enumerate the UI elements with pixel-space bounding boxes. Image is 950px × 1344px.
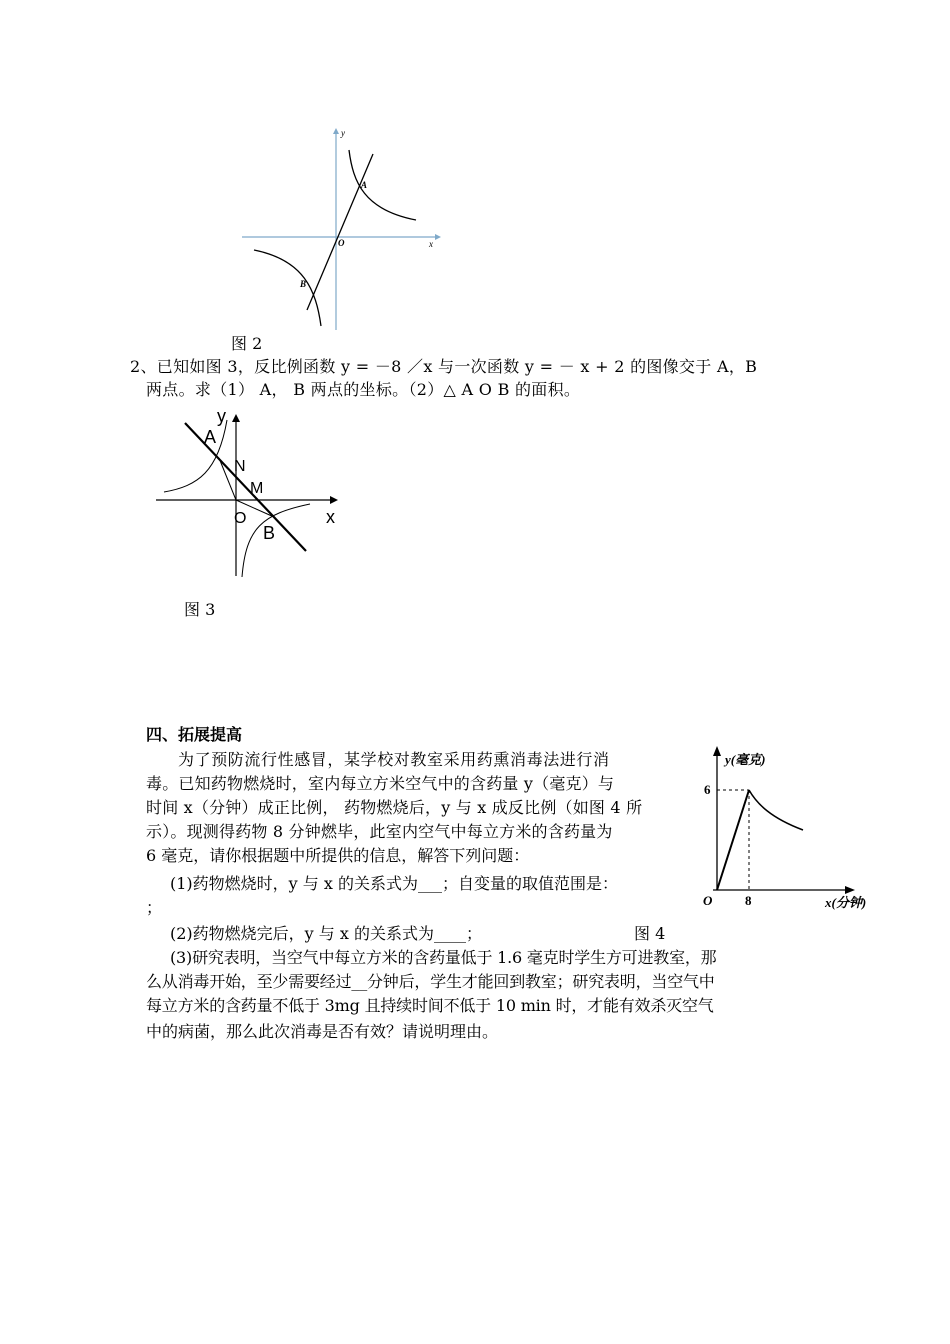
fig3-label-o: O xyxy=(234,510,247,527)
figure-3 xyxy=(150,400,350,585)
fig2-label-b: B xyxy=(300,279,307,289)
fig2-label-origin: O xyxy=(338,238,345,248)
fig3-caption: 图 3 xyxy=(184,600,216,619)
fig4-caption: 图 4 xyxy=(634,924,666,943)
fig3-x-arrow xyxy=(330,496,338,504)
fig4-rising-line xyxy=(717,790,749,890)
fig2-label-y: y xyxy=(341,128,345,138)
fig4-label-y: y(毫克) xyxy=(725,752,766,767)
section4-line-8: (2)药物燃烧完后，y 与 x 的关系式为____； xyxy=(170,924,482,943)
fig4-label-six: 6 xyxy=(704,782,711,797)
section4-line-5: 6 毫克，请你根据题中所提供的信息，解答下列问题： xyxy=(146,846,530,865)
fig4-x-arrow xyxy=(845,886,855,894)
section4-line-9: (3)研究表明，当空气中每立方米的含药量低于 1.6 毫克时学生方可进教室，那 xyxy=(170,948,717,967)
section4-line-12: 中的病菌，那么此次消毒是否有效？请说明理由。 xyxy=(146,1022,499,1041)
section4-line-6: (1)药物燃烧时，y 与 x 的关系式为___；自变量的取值范围是： xyxy=(170,874,618,893)
section4-line-10: 么从消毒开始，至少需要经过__分钟后，学生才能回到教室；研究表明，当空气中 xyxy=(146,972,715,991)
fig3-label-b: B xyxy=(263,523,276,543)
fig3-label-a: A xyxy=(204,427,217,447)
section4-line-7: ； xyxy=(146,898,163,917)
problem2-line2: 两点。求（1） A， B 两点的坐标。（2）△ A O B 的面积。 xyxy=(146,380,581,399)
fig4-label-origin: O xyxy=(703,893,713,908)
section4-line-2: 毒。已知药物燃烧时，室内每立方米空气中的含药量 y（毫克）与 xyxy=(146,774,615,793)
fig3-label-y: y xyxy=(217,406,226,426)
fig4-y-arrow xyxy=(713,746,721,756)
figure-4 xyxy=(695,742,885,917)
fig2-label-a: A xyxy=(361,180,368,190)
section4-heading: 四、拓展提高 xyxy=(146,725,243,744)
fig2-caption: 图 2 xyxy=(231,334,263,353)
fig3-hyperbola-lower xyxy=(242,504,310,577)
fig4-decay-curve xyxy=(749,790,803,830)
section4-line-11: 每立方米的含药量不低于 3mg 且持续时间不低于 10 min 时，才能有效杀灭空气 xyxy=(146,996,714,1015)
fig2-line xyxy=(307,154,373,310)
section4-line-3: 时间 x（分钟）成正比例， 药物燃烧后，y 与 x 成反比例（如图 4 所 xyxy=(146,798,643,817)
fig3-label-m: M xyxy=(250,480,264,497)
fig2-hyperbola-upper xyxy=(349,150,416,220)
fig3-label-n: N xyxy=(234,458,246,475)
fig2-y-arrow xyxy=(333,128,339,134)
problem2-line1: 2、已知如图 3，反比例函数 y = －8 ／x 与一次函数 y = － x + 2 的图像交于 A，B xyxy=(130,357,758,376)
fig4-label-eight: 8 xyxy=(745,893,752,908)
fig3-y-arrow xyxy=(232,414,240,422)
figure-2 xyxy=(230,120,450,335)
fig4-label-x: x(分钟) xyxy=(825,895,867,910)
fig3-label-x: x xyxy=(326,507,335,527)
section4-line-4: 示）。现测得药物 8 分钟燃毕，此室内空气中每立方米的含药量为 xyxy=(146,822,613,841)
section4-line-1: 为了预防流行性感冒，某学校对教室采用药熏消毒法进行消 xyxy=(178,750,610,769)
fig2-x-arrow xyxy=(435,234,441,240)
fig2-label-x: x xyxy=(429,239,433,249)
fig2-hyperbola-lower xyxy=(254,250,321,326)
